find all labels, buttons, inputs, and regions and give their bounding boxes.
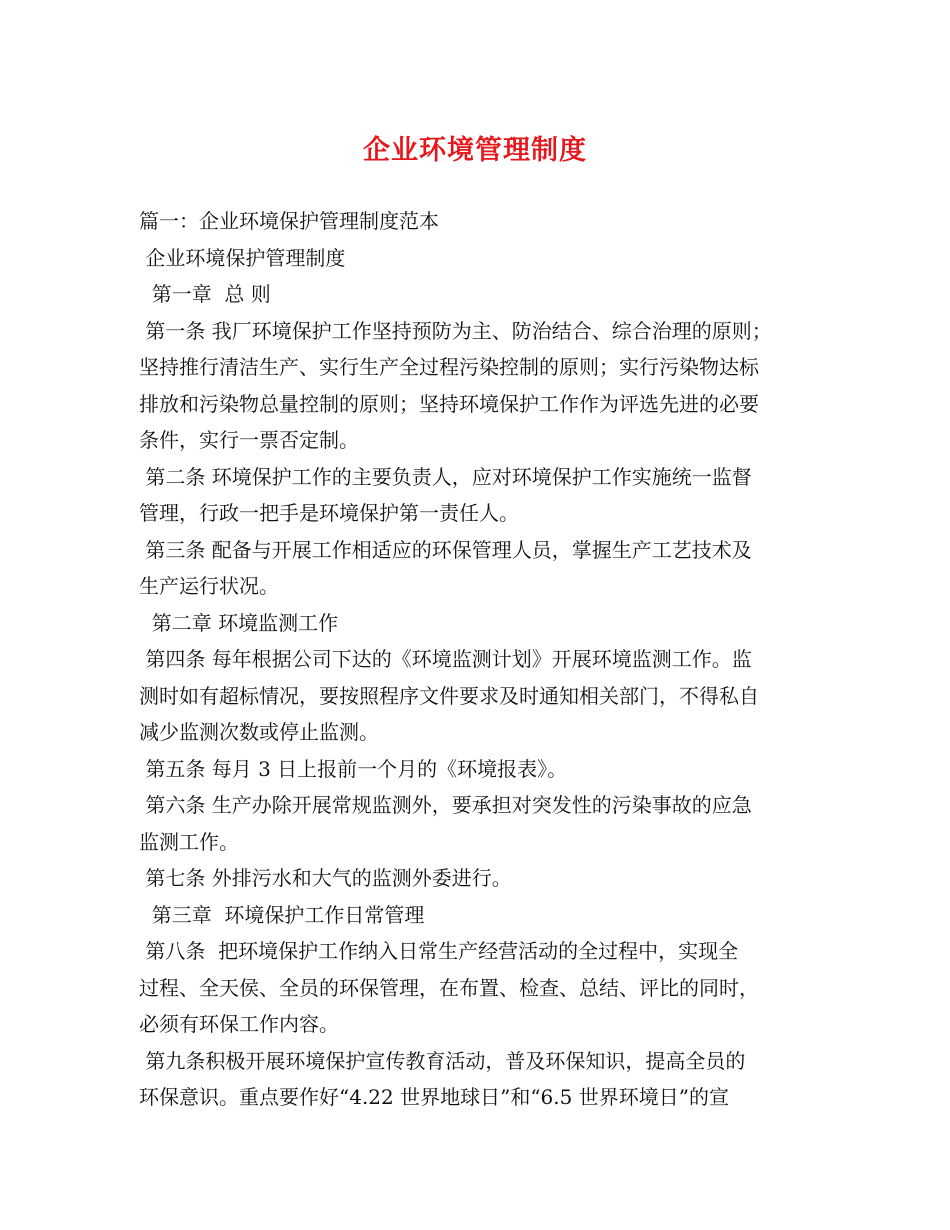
text-line: 坚持推行清洁生产、实行生产全过程污染控制的原则；实行污染物达标 <box>139 355 759 379</box>
text-line: 监测工作。 <box>139 829 239 854</box>
text-line: 减少监测次数或停止监测。 <box>139 720 379 744</box>
text-line: 第一条 我厂环境保护工作坚持预防为主、防治结合、综合治理的原则； <box>139 318 772 343</box>
text-line: 第二章 环境监测工作 <box>139 610 339 635</box>
text-line: 第四条 每年根据公司下达的《环境监测计划》开展环境监测工作。监 <box>139 647 752 671</box>
text-line: 生产运行状况。 <box>139 574 279 598</box>
text-line: 第三条 配备与开展工作相适应的环保管理人员，掌握生产工艺技术及 <box>139 537 752 562</box>
text-line: 篇一：企业环境保护管理制度范本 <box>139 209 439 233</box>
text-line: 条件，实行一票否定制。 <box>139 428 359 452</box>
text-line: 环保意识。重点要作好“4.22 世界地球日”和“6.5 世界环境日”的宣 <box>139 1085 729 1109</box>
text-line: 第六条 生产办除开展常规监测外，要承担对突发性的污染事故的应急 <box>139 793 752 817</box>
text-line: 过程、全天侯、全员的环保管理，在布置、检查、总结、评比的同时， <box>139 975 759 1000</box>
text-line: 排放和污染物总量控制的原则；坚持环境保护工作作为评选先进的必要 <box>139 391 759 416</box>
text-line: 第九条积极开展环境保护宣传教育活动，普及环保知识，提高全员的 <box>139 1048 746 1073</box>
text-line: 第五条 每月 3 日上报前一个月的《环境报表》。 <box>139 756 568 781</box>
text-line: 第七条 外排污水和大气的监测外委进行。 <box>139 866 512 890</box>
document-body <box>139 203 819 1116</box>
text-line: 第二条 环境保护工作的主要负责人，应对环境保护工作实施统一监督 <box>139 464 752 489</box>
text-line: 管理，行政一把手是环境保护第一责任人。 <box>139 501 519 525</box>
text-line: 第八条 把环境保护工作纳入日常生产经营活动的全过程中，实现全 <box>139 939 739 963</box>
text-line: 必须有环保工作内容。 <box>139 1012 339 1036</box>
text-line: 第三章 环境保护工作日常管理 <box>139 902 425 927</box>
text-line: 企业环境保护管理制度 <box>139 245 346 270</box>
text-line: 第一章 总 则 <box>139 282 271 306</box>
document-title: 企业环境管理制度 <box>363 135 587 166</box>
text-line: 测时如有超标情况，要按照程序文件要求及时通知相关部门，不得私自 <box>139 683 759 708</box>
